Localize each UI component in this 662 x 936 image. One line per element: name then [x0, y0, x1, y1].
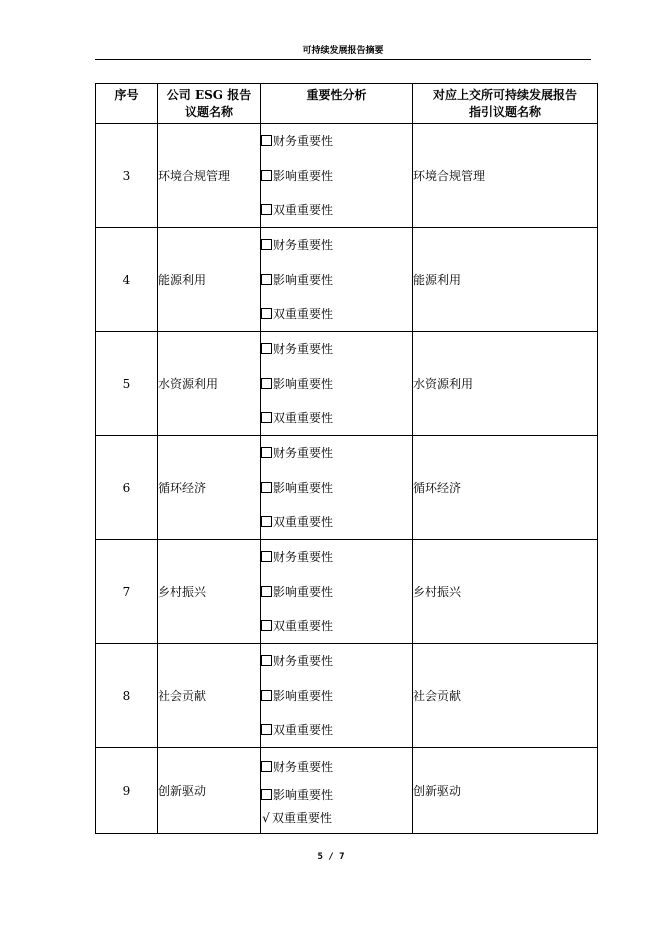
option-impact[interactable] [261, 263, 412, 298]
row-company-topic: 乡村振兴 [158, 540, 261, 644]
option-financial-label: 财务重要性 [273, 654, 334, 668]
page-header-title: 可持续发展报告摘要 [302, 46, 384, 56]
option-impact[interactable] [261, 781, 412, 809]
row-sse-topic: 创新驱动 [413, 748, 598, 834]
checkbox-icon[interactable] [261, 204, 272, 215]
option-financial-label: 财务重要性 [273, 238, 334, 252]
row-sse-topic: 社会贡献 [413, 644, 598, 748]
option-financial[interactable] [261, 436, 412, 471]
option-double-label: 双重重要性 [273, 723, 334, 737]
checkbox-icon[interactable] [261, 690, 272, 701]
option-double[interactable] [261, 809, 412, 828]
esg-topics-table [95, 83, 598, 834]
checkbox-icon[interactable] [261, 789, 272, 800]
table-row [96, 436, 598, 540]
row-sse-topic: 循环经济 [413, 436, 598, 540]
table-row [96, 748, 598, 834]
row-seq: 4 [96, 228, 158, 332]
checkbox-icon[interactable] [261, 655, 272, 666]
row-analysis [261, 748, 413, 834]
row-seq: 8 [96, 644, 158, 748]
option-impact-label: 影响重要性 [273, 585, 334, 599]
option-financial[interactable] [261, 540, 412, 575]
checkbox-icon[interactable] [261, 551, 272, 562]
checkmark-icon[interactable]: √ [262, 811, 270, 825]
header-analysis [261, 84, 413, 124]
header-analysis-label: 重要性分析 [306, 88, 367, 102]
row-sse-topic: 水资源利用 [413, 332, 598, 436]
checkbox-icon[interactable] [261, 378, 272, 389]
row-company-topic: 创新驱动 [158, 748, 261, 834]
option-double-label: 双重重要性 [272, 811, 333, 825]
row-company-topic: 能源利用 [158, 228, 261, 332]
option-impact-label: 影响重要性 [273, 377, 334, 391]
checkbox-icon[interactable] [261, 620, 272, 631]
page-number: 5 / 7 [317, 852, 345, 862]
row-seq: 9 [96, 748, 158, 834]
option-impact[interactable] [261, 679, 412, 714]
table-row [96, 644, 598, 748]
row-company-topic: 社会贡献 [158, 644, 261, 748]
row-sse-topic: 环境合规管理 [413, 124, 598, 228]
option-impact-label: 影响重要性 [273, 689, 334, 703]
header-rule [95, 59, 591, 60]
option-double[interactable] [261, 402, 412, 435]
checkbox-icon[interactable] [261, 412, 272, 423]
header-company-topic [158, 84, 261, 124]
row-sse-topic: 能源利用 [413, 228, 598, 332]
option-double[interactable] [261, 610, 412, 643]
option-financial[interactable] [261, 228, 412, 263]
row-analysis [261, 228, 413, 332]
header-sse-topic-line2: 指引议题名称 [468, 105, 541, 119]
option-financial-label: 财务重要性 [273, 550, 334, 564]
option-impact-label: 影响重要性 [273, 788, 334, 802]
row-sse-topic: 乡村振兴 [413, 540, 598, 644]
row-company-topic: 水资源利用 [158, 332, 261, 436]
header-seq [96, 84, 158, 124]
option-impact-label: 影响重要性 [273, 481, 334, 495]
option-double[interactable] [261, 506, 412, 539]
checkbox-icon[interactable] [261, 308, 272, 319]
header-company-topic-line2: 议题名称 [184, 105, 233, 119]
table-row [96, 332, 598, 436]
option-financial[interactable] [261, 124, 412, 159]
row-seq: 6 [96, 436, 158, 540]
option-financial[interactable] [261, 753, 412, 781]
option-double-label: 双重重要性 [273, 619, 334, 633]
row-seq: 5 [96, 332, 158, 436]
checkbox-icon[interactable] [261, 239, 272, 250]
checkbox-icon[interactable] [261, 274, 272, 285]
row-seq: 3 [96, 124, 158, 228]
row-analysis [261, 644, 413, 748]
option-impact-label: 影响重要性 [273, 169, 334, 183]
option-financial[interactable] [261, 644, 412, 679]
option-financial-label: 财务重要性 [273, 446, 334, 460]
row-seq: 7 [96, 540, 158, 644]
option-impact[interactable] [261, 471, 412, 506]
checkbox-icon[interactable] [261, 482, 272, 493]
table-header-row [96, 84, 598, 124]
option-double[interactable] [261, 714, 412, 747]
option-impact[interactable] [261, 159, 412, 194]
option-impact-label: 影响重要性 [273, 273, 334, 287]
option-double-label: 双重重要性 [273, 411, 334, 425]
checkbox-icon[interactable] [261, 170, 272, 181]
table-body [96, 124, 598, 834]
row-analysis [261, 332, 413, 436]
option-financial-label: 财务重要性 [273, 342, 334, 356]
checkbox-icon[interactable] [261, 447, 272, 458]
checkbox-icon[interactable] [261, 343, 272, 354]
option-impact[interactable] [261, 367, 412, 402]
option-double-label: 双重重要性 [273, 515, 334, 529]
option-impact[interactable] [261, 575, 412, 610]
option-financial-label: 财务重要性 [273, 134, 334, 148]
option-financial[interactable] [261, 332, 412, 367]
checkbox-icon[interactable] [261, 724, 272, 735]
header-sse-topic-line1: 对应上交所可持续发展报告 [432, 88, 577, 102]
table-row [96, 228, 598, 332]
option-double-label: 双重重要性 [273, 307, 334, 321]
checkbox-icon[interactable] [261, 586, 272, 597]
option-double-label: 双重重要性 [273, 203, 334, 217]
header-company-topic-line1: 公司 ESG 报告 [166, 88, 252, 102]
table-row [96, 540, 598, 644]
option-double[interactable] [261, 194, 412, 227]
row-analysis [261, 436, 413, 540]
option-financial-label: 财务重要性 [273, 760, 334, 774]
row-analysis [261, 540, 413, 644]
row-company-topic: 循环经济 [158, 436, 261, 540]
row-company-topic: 环境合规管理 [158, 124, 261, 228]
checkbox-icon[interactable] [261, 761, 272, 772]
row-analysis [261, 124, 413, 228]
header-sse-topic [413, 84, 598, 124]
checkbox-icon[interactable] [261, 516, 272, 527]
checkbox-icon[interactable] [261, 135, 272, 146]
header-seq-label: 序号 [114, 88, 139, 102]
table-row [96, 124, 598, 228]
option-double[interactable] [261, 298, 412, 331]
